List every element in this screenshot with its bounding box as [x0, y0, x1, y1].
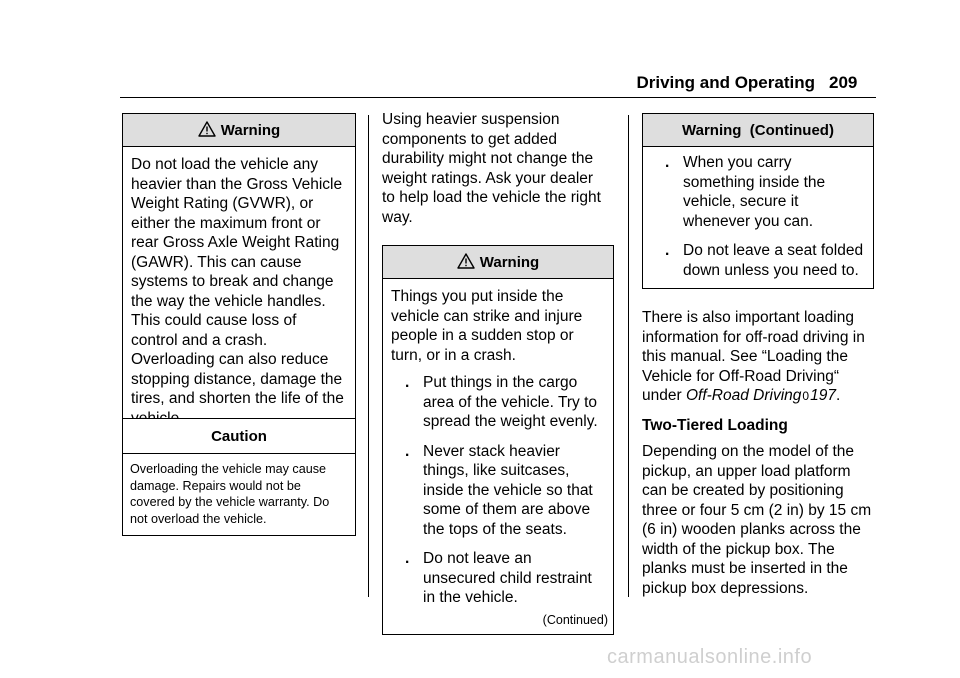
two-tiered-paragraph: Depending on the model of the pickup, an upper load platform can be created by positioning three or four 5 cm (2 in) by 15 cm (6 in) wooden planks across the width of the pickup box. The planks must be inserted in the pickup box depressions.	[642, 443, 872, 597]
column-divider	[628, 115, 629, 597]
caution-title: Caution	[211, 427, 267, 445]
column-3	[642, 113, 875, 598]
warning-title: Warning (Continued)	[682, 121, 834, 139]
bullet-item: . Never stack heavier things, like suitcases, inside the vehicle so that some of them are above the tops of the seats.	[405, 442, 593, 538]
warning-box-header	[383, 246, 613, 279]
warning-box-header	[123, 114, 355, 147]
caution-box-header	[123, 419, 355, 454]
warning-box-header	[643, 114, 873, 147]
offroad-paragraph: There is also important loading information for off-road driving in this manual. See “Loading the Vehicle for Off-Road Driving“ under Off-Road Driving0197.	[642, 309, 865, 404]
section-heading: Two-Tiered Loading	[642, 416, 788, 434]
warning-body	[383, 279, 613, 634]
bullet-item: . Put things in the cargo area of the vehicle. Try to spread the weight evenly.	[405, 374, 598, 430]
warning-title: Warning	[479, 253, 540, 271]
column-divider	[368, 115, 369, 597]
warning-text: Do not load the vehicle any heavier than the Gross Vehicle Weight Rating (GVWR), or either the maximum front or rear Gross Axle Weight Rating (GAWR). This can cause systems to break and change the way the vehicle handles. This could cause loss of control and a crash. Overloading can also reduce stopping distance, damage the tires, and shorten the life of the	[131, 156, 344, 407]
warning-triangle-icon	[198, 121, 216, 137]
warning-continued-box	[642, 113, 874, 289]
section-title: Driving and Operating	[636, 73, 815, 92]
warning-triangle-icon	[457, 253, 475, 269]
warning-box	[382, 245, 614, 635]
warning-body	[643, 147, 873, 288]
warning-text: Things you put inside the vehicle can strike and injure people in a sudden stop or turn, or in a crash.	[391, 288, 583, 364]
bullet-item: . When you carry something inside the vehicle, secure it whenever you can.	[665, 154, 826, 230]
caution-box	[122, 418, 356, 536]
header-rule	[120, 97, 876, 98]
bullet-item: . Do not leave a seat folded down unless you need to.	[665, 242, 864, 279]
page-ref[interactable]: 197	[810, 387, 836, 404]
warning-box	[122, 113, 356, 437]
page-number: 209	[829, 73, 858, 92]
warning-title: Warning	[220, 121, 281, 139]
intro-paragraph: Using heavier suspension components to get added durability might not change the weight ratings. Ask your dealer to help load the vehicle the right way.	[382, 111, 601, 226]
continued-label: (Continued)	[542, 612, 608, 627]
caution-text: Overloading the vehicle may cause damage. Repairs would not be covered by the vehicle warranty. Do not overload the vehicle.	[130, 462, 330, 526]
bullet-item: . Do not leave an unsecured child restraint in the vehicle.	[405, 550, 592, 606]
offroad-driving-link[interactable]: Off-Road Driving	[685, 387, 802, 404]
page-ref-arrow-icon: 0	[802, 389, 810, 403]
column-2	[382, 110, 614, 635]
watermark: carmanualsonline.info	[607, 646, 813, 668]
